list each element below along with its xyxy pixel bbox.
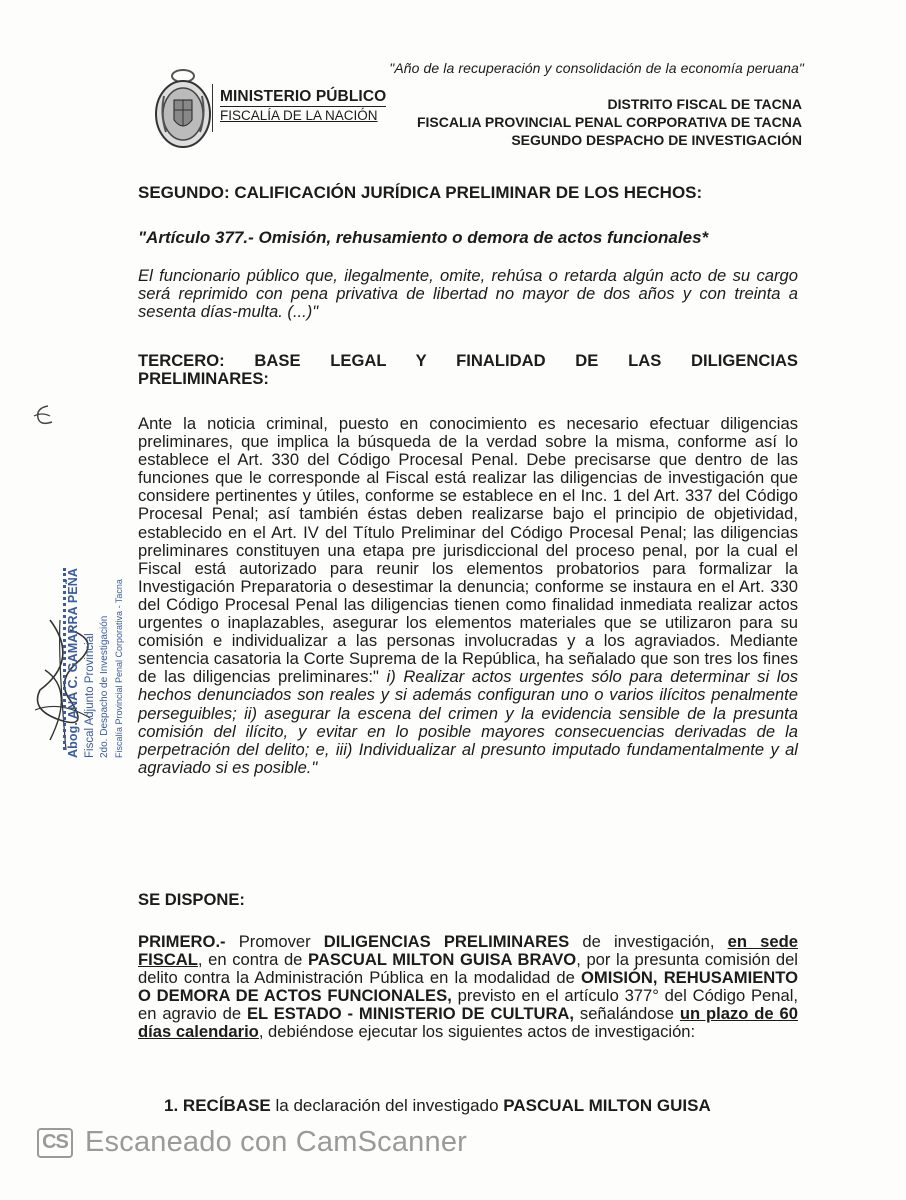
prosecutor-stamp	[58, 568, 128, 758]
primero-text-5: previsto en el artículo 377° del Código Penal, en agravio de	[138, 986, 798, 1024]
primero-text-7: , debiéndose ejecutar los siguientes actos de investigación:	[258, 1022, 696, 1042]
district-line-2: FISCALIA PROVINCIAL PENAL CORPORATIVA DE TACNA	[416, 114, 802, 130]
district-block	[417, 95, 802, 149]
primero-text-1: Promover	[225, 932, 324, 951]
coat-of-arms-seal-icon	[152, 66, 214, 152]
district-line-1: DISTRITO FISCAL DE TACNA	[607, 96, 802, 112]
camscanner-logo-icon: CS	[37, 1128, 73, 1158]
margin-handwritten-mark	[30, 400, 64, 430]
investigado-name: PASCUAL MILTON GUISA BRAVO	[308, 950, 577, 970]
delito-name: OMISIÓN, REHUSAMIENTO O DEMORA DE ACTOS FUNCIONALES,	[138, 968, 798, 1006]
investigation-item-1	[164, 1097, 798, 1115]
header-divider	[212, 84, 213, 132]
ministerio-block	[220, 89, 386, 122]
ministerio-title: MINISTERIO PÚBLICO	[220, 88, 387, 105]
tercero-heading-line-1: TERCERO: BASE LEGAL Y FINALIDAD DE LAS DILIGENCIAS	[138, 351, 798, 370]
plazo-text: un plazo de 60 días calendario	[138, 1004, 798, 1042]
item-name: PASCUAL MILTON GUISA	[503, 1096, 711, 1115]
stamp-title: Fiscal Adjunto Provincial	[84, 633, 96, 758]
district-line-3: SEGUNDO DESPACHO DE INVESTIGACIÓN	[511, 132, 802, 148]
primero-text-4: , por la presunta comisión del delito contra la Administración Pública en la modalidad de	[138, 950, 798, 988]
primero-text-6: señalándose	[574, 1004, 680, 1024]
primero-label: PRIMERO.-	[138, 932, 226, 951]
primero-text-3: , en contra de	[197, 950, 309, 970]
year-motto: "Año de la recuperación y consolidación de la economía peruana"	[389, 60, 804, 76]
tercero-heading-line-2: PRELIMINARES:	[138, 369, 269, 388]
en-sede-fiscal: en sede FISCAL	[138, 932, 798, 970]
diligencias-preliminares: DILIGENCIAS PRELIMINARES	[323, 932, 570, 951]
item-number: 1.	[164, 1096, 179, 1115]
camscanner-watermark	[37, 1126, 467, 1159]
item-action: RECÍBASE	[182, 1096, 271, 1115]
stamp-name: Abog. ANA C. GAMARRA PEÑA	[66, 568, 80, 758]
primero-text-2: de investigación,	[569, 932, 728, 951]
agraviado-name: EL ESTADO - MINISTERIO DE CULTURA,	[246, 1004, 575, 1024]
item-text: la declaración del investigado	[270, 1096, 504, 1115]
paragraph-italic-quote: i) Realizar actos urgentes sólo para determinar si los hechos denunciados son reales y si además configuran uno o varios ilícitos penalmente perseguibles; ii) asegurar la escena del crimen y la evidencia sensible de la presunta comisión del ilícito, y evitar en lo posible mayores consecuencias derivadas de la perpetración del delito; e, iii) Individualizar al presunto imputado fundamentalmente y al agraviado si es posible."	[138, 667, 798, 777]
se-dispone-heading: SE DISPONE:	[138, 890, 245, 909]
tercero-paragraph	[138, 415, 798, 777]
article-text: El funcionario público que, ilegalmente, omite, rehúsa o retarda algún acto de su cargo será reprimido con pena privativa de libertad no mayor de dos años y con treinta a sesenta días-multa. (...)"	[138, 266, 798, 322]
paragraph-plain: Ante la noticia criminal, puesto en conocimiento es necesario efectuar diligencias preliminares, que implica la búsqueda de la verdad sobre la misma, conforme así lo establece el Art. 330 del Código Procesal Penal. Debe precisarse que dentro de las funciones que le corresponde al Fiscal está realizar las diligencias de investigación que considere pertinentes y útiles, conforme se establece en el Inc. 1 del Art. 337 del Código Procesal Penal; así también éstas deben realizarse bajo el principio de objetividad, establecido en el Art. IV del Título Preliminar del Código Procesal Penal; las diligencias preliminares constituyen una etapa pre jurisdiccional del proceso penal, por la cual el Fiscal está autorizado para reunir los elementos probatorios para formalizar la Investigación Preparatoria o desestimar la denuncia; conforme se instaura en el Art. 330 del Código Procesal Penal las diligencias tienen como finalidad inmediata realizar actos urgentes o inaplazables, asegurar los elementos materiales que se utilizaron para su comisión e individualizar a las personas involucradas y a los agraviados. Mediante sentencia casatoria la Corte Suprema de la República, ha señalado que son tres los fines de las diligencias preliminares:"	[138, 414, 798, 687]
stamp-fiscalia: Fiscalía Provincial Penal Corporativa - Tacna	[114, 579, 124, 758]
primero-paragraph	[138, 933, 798, 1042]
camscanner-text: Escaneado con CamScanner	[85, 1126, 468, 1158]
ministerio-subtitle: FISCALÍA DE LA NACIÓN	[220, 107, 378, 123]
stamp-office: 2do. Despacho de Investigación	[99, 615, 110, 758]
article-title: "Artículo 377.- Omisión, rehusamiento o demora de actos funcionales*	[138, 228, 709, 247]
segundo-heading: SEGUNDO: CALIFICACIÓN JURÍDICA PRELIMINAR DE LOS HECHOS:	[138, 183, 703, 202]
